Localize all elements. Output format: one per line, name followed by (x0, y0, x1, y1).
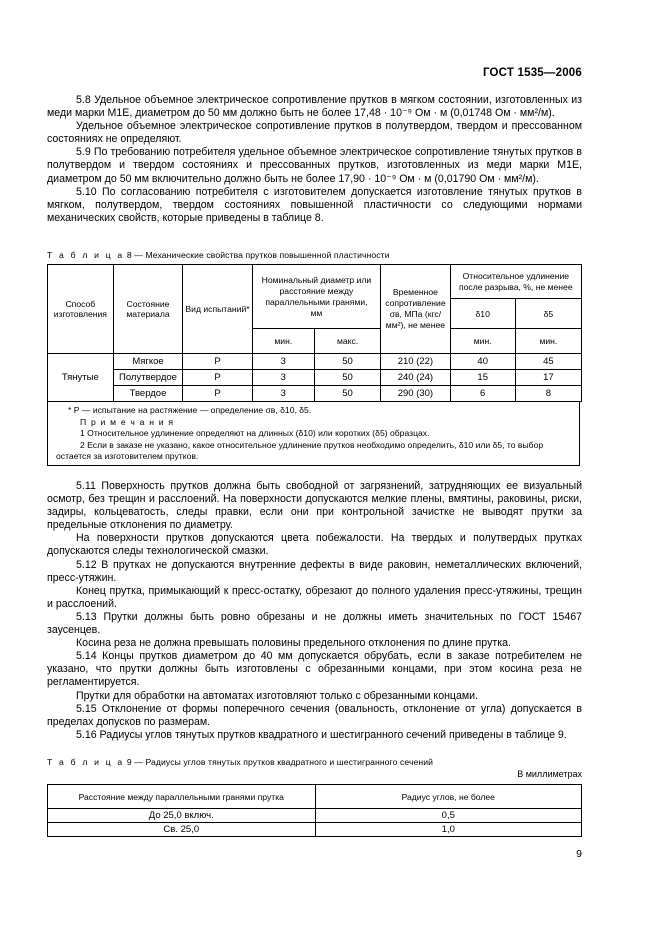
table-row (48, 823, 582, 837)
paragraph-5-15: 5.15 Отклонение от формы поперечного сечения (овальность, отклонение от угла) допускается в пределах допусков по размерам. (47, 702, 582, 728)
table8-cell-state: Мягкое (113, 354, 183, 370)
table9-caption (47, 757, 433, 767)
table8-cell-dmin: 3 (252, 370, 314, 386)
table8-header-diameter: Номинальный диаметр или расстояние между параллельными гранями, мм (252, 265, 381, 329)
table9-caption-prefix: Т а б л и ц а (47, 757, 125, 767)
table8-cell-test: Р (183, 354, 252, 370)
page-number: 9 (576, 848, 582, 860)
table9-cell-range: Св. 25,0 (48, 823, 316, 837)
table8-notes (47, 401, 580, 466)
table9-cell-radius: 1,0 (315, 823, 581, 837)
table8-notes-title: П р и м е ч а н и я (80, 416, 175, 427)
paragraph-5-11-b: На поверхности прутков допускаются цвета побежалости. На твердых и полутвердых прутках допускаются следы технологической смазки. (47, 532, 582, 558)
paragraph-5-12-b: Конец прутка, примыкающий к пресс-остатку, обрезают до полного удаления пресс-утяжины, трещин и расслоений. (47, 584, 582, 610)
paragraph-5-13: 5.13 Прутки должны быть ровно обрезаны и не должны иметь значительных по ГОСТ 15467 заусенцев. (47, 610, 582, 637)
table8-cell-d10: 6 (450, 386, 515, 402)
table8-cell-dmax: 50 (314, 354, 380, 370)
table8-note-1: 1 Относительное удлинение определяют на длинных (δ10) или коротких (δ5) образцах. (80, 428, 430, 438)
paragraph-5-8: 5.8 Удельное объемное электрическое сопротивление прутков в мягком состоянии, изготовленных из меди марки М1Е, диаметром до 50 мм должно быть не более 17,48 · 10⁻⁹ Ом · м (0,01748 Ом · мм²/м). (47, 94, 582, 120)
table-row (48, 809, 582, 823)
table8-method-cell: Тянутые (48, 354, 114, 402)
table8-cell-strength: 290 (30) (381, 386, 450, 402)
table8-caption-text: 8 — Механические свойства прутков повышенной пластичности (126, 250, 390, 260)
table8-footnote: * Р — испытание на растяжение — определение σв, δ10, δ5. (68, 405, 312, 415)
paragraph-5-13-b: Косина реза не должна превышать половины предельного отклонения по длине прутка. (76, 637, 511, 650)
table9-cell-range: До 25,0 включ. (48, 809, 316, 823)
table8-cell-state: Полутвердое (113, 370, 183, 386)
table8-cell-dmin: 3 (252, 386, 314, 402)
table8-cell-d5: 8 (515, 386, 581, 402)
paragraph-5-12: 5.12 В прутках не допускаются внутренние дефекты в виде раковин, неметаллических включений, пресс-утяжин. (47, 558, 582, 584)
table8-cell-d5: 45 (515, 354, 581, 370)
paragraph-5-11: 5.11 Поверхность прутков должна быть свободной от загрязнений, затрудняющих ее визуальный осмотр, без трещин и расслоений. На поверхности допускаются мелкие плены, вмятины, раковины, риски, задиры, кольцеватость, следы правки, если они при контрольной зачистке не выводят прутки за предельные отклонения по диаметру. (47, 480, 582, 532)
table8-header-dmax: макс. (314, 329, 380, 354)
table-8 (47, 264, 582, 402)
table8-header-d5: δ5 (515, 299, 581, 329)
paragraph-5-9: 5.9 По требованию потребителя удельное объемное электрическое сопротивление тянутых прутков в полутвердом и твердом состояниях и прессованных прутков, изготовленных из меди марки М1Е, диаметром до 50 мм включительно должно быть не более 17,90 · 10⁻⁹ Ом · м (0,01790 Ом · мм²/м). (47, 146, 582, 185)
paragraph-5-10: 5.10 По согласованию потребителя с изготовителем допускается изготовление тянутых прутков в мягком, полутвердом, твердом состояниях повышенной пластичности со следующими нормами механических свойств, которые приведены в таблице 8. (47, 185, 582, 224)
table8-cell-d5: 17 (515, 370, 581, 386)
table9-cell-radius: 0,5 (315, 809, 581, 823)
table8-header-dmin: мин. (252, 329, 314, 354)
paragraph-5-16: 5.16 Радиусы углов тянутых прутков квадратного и шестигранного сечений приведены в таблице 9. (76, 728, 567, 741)
section-5-8-to-5-10 (47, 94, 582, 225)
table9-header-radius: Радиус углов, не более (315, 785, 581, 809)
table8-cell-test: Р (183, 370, 252, 386)
table8-cell-dmin: 3 (252, 354, 314, 370)
table8-header-method: Способ изготовления (48, 265, 114, 354)
table-row (48, 370, 582, 386)
table8-header-elongation: Относительное удлинение после разрыва, %, не менее (450, 265, 581, 299)
table8-cell-strength: 240 (24) (381, 370, 450, 386)
table-row (48, 354, 582, 370)
table8-cell-dmax: 50 (314, 370, 380, 386)
table8-header-d10: δ10 (450, 299, 515, 329)
table9-caption-text: 9 — Радиусы углов тянутых прутков квадратного и шестигранного сечений (126, 757, 434, 767)
paragraph-5-14: 5.14 Концы прутков диаметром до 40 мм допускается обрубать, если в заказе потребителем не указано, что прутки должны быть изготовлены с обрезанными концами, при этом косина реза не регламентируется. (47, 650, 582, 689)
table-row (48, 386, 582, 402)
table-9 (47, 784, 582, 837)
table8-cell-d10: 40 (450, 354, 515, 370)
table8-cell-d10: 15 (450, 370, 515, 386)
paragraph-5-14-b: Прутки для обработки на автоматах изготовляют только с обрезанными концами. (76, 689, 479, 702)
table8-cell-state: Твердое (113, 386, 183, 402)
table8-caption (47, 250, 390, 260)
table8-cell-test: Р (183, 386, 252, 402)
table9-units: В миллиметрах (517, 769, 582, 779)
table8-cell-strength: 210 (22) (381, 354, 450, 370)
section-5-11-to-5-16 (47, 480, 582, 742)
table8-header-d10-min: мин. (450, 329, 515, 354)
document-header: ГОСТ 1535—2006 (482, 67, 582, 79)
table8-header-test: Вид испытаний* (183, 265, 252, 354)
paragraph-5-8-b: Удельное объемное электрическое сопротивление прутков в полутвердом, твердом и прессованном состояниях не определяют. (47, 120, 582, 146)
table8-header-strength: Временное сопротивление σв, МПа (кгс/мм²), не менее (381, 265, 450, 354)
table8-note-2: 2 Если в заказе не указано, какое относительное удлинение прутков необходимо определить, δ10 или δ5, то выбор остается за изготовителем прутков. (56, 439, 544, 461)
table8-header-state: Состояние материала (113, 265, 183, 354)
table9-header-range: Расстояние между параллельными гранями прутка (48, 785, 316, 809)
table8-cell-dmax: 50 (314, 386, 380, 402)
table8-caption-prefix: Т а б л и ц а (47, 250, 125, 260)
table8-header-d5-min: мин. (515, 329, 581, 354)
